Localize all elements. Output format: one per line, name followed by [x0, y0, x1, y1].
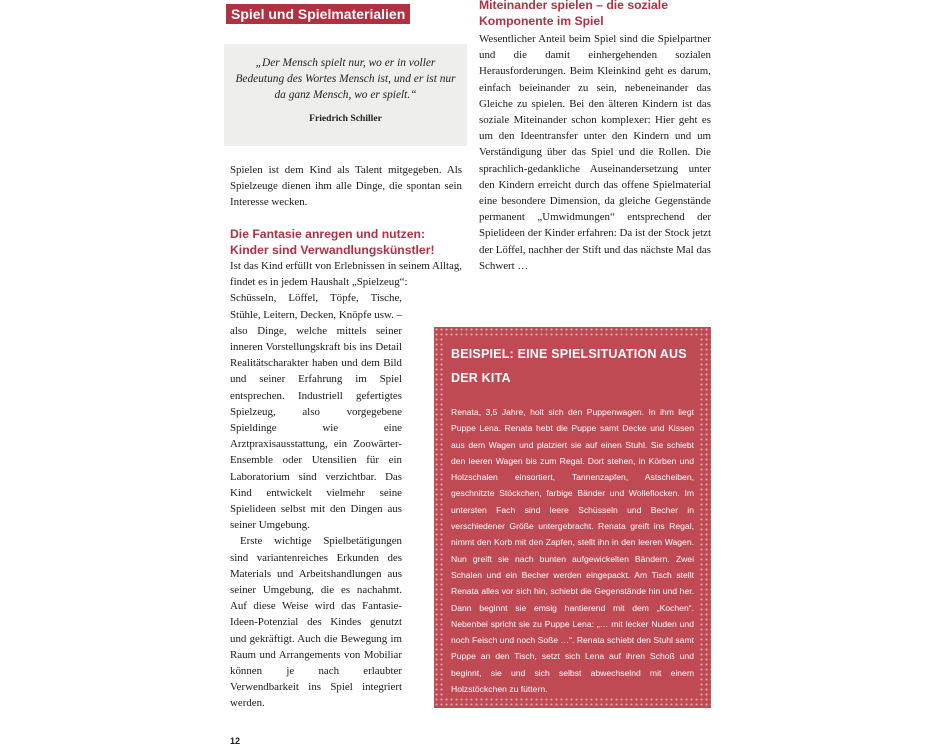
- quote-author: Friedrich Schiller: [309, 113, 382, 124]
- fantasie-paragraph-2: Erste wichtige Spielbetätigungen sind variantenreiches Erkunden des Materials und Arbeitshandlungen aus seiner Umgebung, die es nachahmt. Auf diese Weise wird das Fantasie-Ideen-Potenzial des Kindes genutzt und gekräftigt. Auch die Bewegung im Raum und Arrangements von Mobiliar können je nach erlaubter Verwendbarkeit ins Spiel integriert werden.: [230, 535, 402, 710]
- social-heading: Miteinander spielen – die soziale Komponente im Spiel: [479, 0, 668, 28]
- quote-text: „Der Mensch spielt nur, wo er in voller Bedeutung des Wortes Mensch ist, und er ist nur da ganz Mensch, wo er spielt.“: [235, 57, 456, 101]
- fantasie-paragraph-wide: Ist das Kind erfüllt von Erlebnissen in seinem Alltag, findet es in jedem Haushalt „Spielzeug“:: [230, 260, 462, 289]
- example-text: Renata, 3,5 Jahre, holt sich den Puppenwagen. In ihm liegt Puppe Lena. Renata hebt die Puppe samt Decke und Kissen aus dem Wagen und platziert sie auf einen Stuhl. Sie schiebt den leeren Wagen bis zum Regal. Dort stehen, in Körben und Holzschalen einsortiert, Tannenzapfen, Astscheiben, geschnitzte Stöckchen, farbige Bänder und Wolleflocken. Im untersten Fach sind leere Schüsseln und Becher in verschiedener Größe untergebracht. Renata greift ins Regal, nimmt den Korb mit den Zapfen, stellt ihn in den leeren Wagen. Nun greift sie nach bunten aufgewickelten Bändern. Zwei Schalen und ein Becher werden eingepackt. Am Tisch stellt Renata alles vor sich hin, schiebt die Gegenstände hin und her. Dann beginnt sie emsig hantierend mit dem „Kochen“. Nebenbei spricht sie zu Puppe Lena: „… mit lecker Nuden und noch Feisch und noch Soße …“. Renata schiebt den Stuhl samt Puppe an den Tisch, setzt sich Lena auf ihren Schoß und beginnt, sie und sich selbst abwechselnd mit einem Holzstöckchen zu füttern.: [451, 407, 694, 695]
- example-box: [434, 327, 711, 708]
- social-paragraph: Wesentlicher Anteil beim Spiel sind die Spielpartner und die damit einhergehenden sozialen Herausforderungen. Beim Kleinkind geht es darum, einfach beieinander zu sein, nebeneinander das Gleiche zu spielen. Bei den älteren Kindern ist das soziale Miteinander schon komplexer: Hier geht es um den Ideentransfer unter den Kindern und um Verständigung über das Spiel und die Rollen. Die sprachlich-gedankliche Auseinandersetzung unter den Kindern erreicht durch das offene Spielmaterial eine besondere Dimension, da gleiche Gegenstände permanent „Umwidmungen“ entsprechend der Spielideen der Kinder erfahren: Da ist der Stock jetzt der Löffel, nachher der Stift und das nächste Mal das Schwert …: [479, 33, 711, 272]
- fantasie-heading: Die Fantasie anregen und nutzen: Kinder sind Verwandlungskünstler!: [230, 227, 435, 257]
- fantasie-body: [230, 258, 462, 712]
- intro-paragraph: Spielen ist dem Kind als Talent mitgegeben. Als Spielzeuge dienen ihm alle Dinge, die spontan sein Interesse wecken.: [230, 164, 462, 209]
- example-title: BEISPIEL: EINE SPIELSITUATION AUS DER KITA: [451, 347, 687, 385]
- fantasie-paragraph-narrow: Schüsseln, Löffel, Töpfe, Tische, Stühle, Leitern, Decken, Knöpfe usw. – also Dinge, welche mittels seiner inneren Vorstellungskraft bis ins Detail Realitätscharakter haben und dem Bild und seiner Erfahrung im Spiel entsprechen. Industriell gefertigtes Spielzeug, also vorgegebene Spieldinge wie eine Arztpraxisausstattung, ein Zoowärter-Ensemble oder Utensilien für ein Laboratorium sind verzichtbar. Das Kind entwickelt vielmehr seine Spielideen selbst mit den Dingen aus seiner Umgebung.: [230, 292, 402, 532]
- quote-box: [224, 44, 467, 146]
- section-title: Spiel und Spielmaterialien: [226, 4, 410, 24]
- page-number: 12: [230, 736, 241, 746]
- example-inner: [445, 338, 700, 697]
